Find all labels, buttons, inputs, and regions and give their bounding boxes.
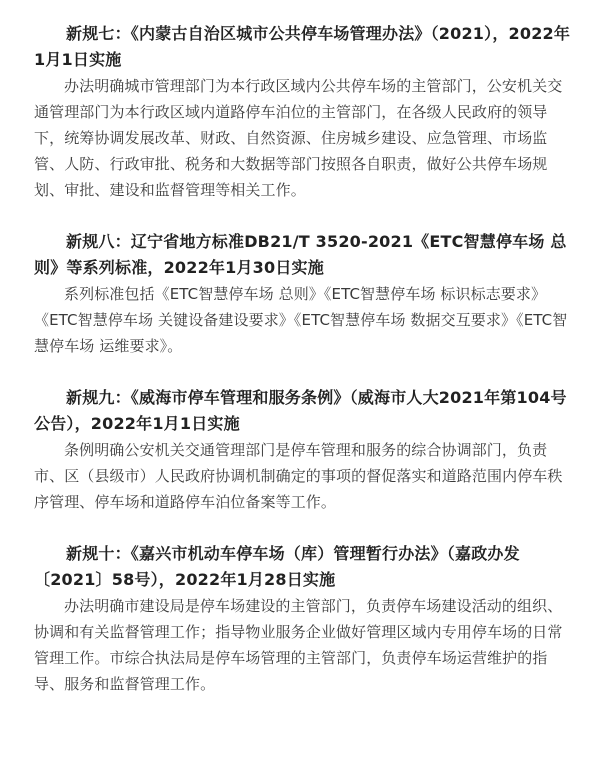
regulation-section-9	[34, 385, 574, 515]
regulation-description: 条例明确公安机关交通管理部门是停车管理和服务的综合协调部门，负责市、区（县级市）人民政府协调机制确定的事项的督促落实和道路范围内停车秩序管理、停车场和道路停车泊位备案等工作。	[34, 441, 563, 511]
regulation-description: 办法明确城市管理部门为本行政区域内公共停车场的主管部门，公安机关交通管理部门为本行政区域内道路停车泊位的主管部门，在各级人民政府的领导下，统筹协调发展改革、财政、自然资源、住房城乡建设、应急管理、市场监管、人防、行政审批、税务和大数据等部门按照各自职责，做好公共停车场规划、审批、建设和监督管理等相关工作。	[34, 77, 563, 199]
regulation-heading: 新规八：辽宁省地方标准DB21/T 3520-2021《ETC智慧停车场 总则》等系列标准，2022年1月30日实施	[34, 232, 567, 277]
regulation-section-10	[34, 541, 574, 697]
regulation-heading: 新规十：《嘉兴市机动车停车场（库）管理暂行办法》（嘉政办发〔2021〕58号），2022年1月28日实施	[34, 544, 520, 589]
regulation-description: 办法明确市建设局是停车场建设的主管部门，负责停车场建设活动的组织、协调和有关监督管理工作；指导物业服务企业做好管理区域内专用停车场的日常管理工作。市综合执法局是停车场管理的主管部门，负责停车场运营维护的指导、服务和监督管理工作。	[34, 597, 563, 693]
regulation-description: 系列标准包括《ETC智慧停车场 总则》《ETC智慧停车场 标识标志要求》《ETC智慧停车场 关键设备建设要求》《ETC智慧停车场 数据交互要求》《ETC智慧停车场 运维要求》。	[34, 285, 568, 355]
regulation-heading: 新规九：《威海市停车管理和服务条例》（威海市人大2021年第104号公告），2022年1月1日实施	[34, 388, 567, 433]
regulation-section-8	[34, 229, 574, 359]
regulation-section-7	[34, 21, 574, 203]
regulation-heading: 新规七：《内蒙古自治区城市公共停车场管理办法》（2021），2022年1月1日实施	[34, 24, 571, 69]
